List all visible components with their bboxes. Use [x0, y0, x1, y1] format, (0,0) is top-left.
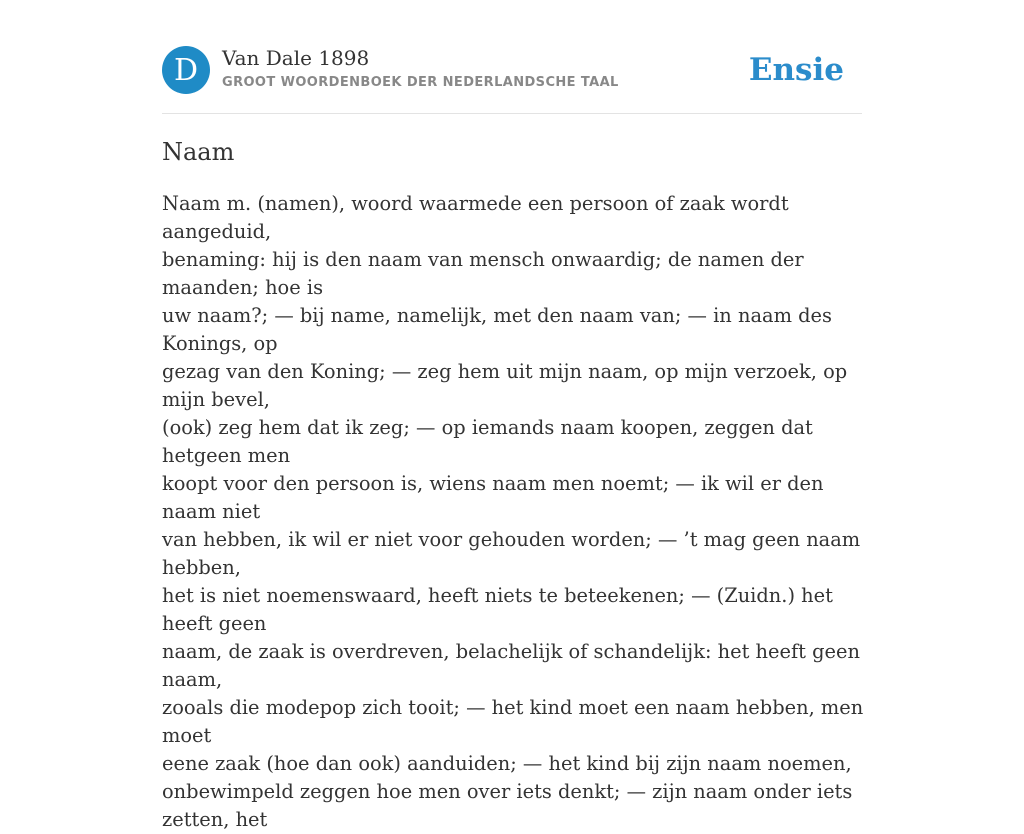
definition-line: gezag van den Koning; — zeg hem uit mijn naam, op mijn verzoek, op mijn bevel,	[162, 360, 848, 411]
definition-line: van hebben, ik wil er niet voor gehouden worden; — ’t mag geen naam hebben,	[162, 528, 861, 579]
definition-line: naam, de zaak is overdreven, belachelijk of schandelijk: het heeft geen naam,	[162, 640, 860, 691]
definition-line: (ook) zeg hem dat ik zeg; — op iemands naam koopen, zeggen dat hetgeen men	[162, 416, 813, 467]
source-avatar[interactable]: D	[162, 46, 210, 94]
entry-definition	[162, 190, 866, 834]
source-header	[162, 46, 862, 96]
definition-line: Naam m. (namen), woord waarmede een persoon of zaak wordt aangeduid,	[162, 192, 789, 243]
definition-line: uw naam?; — bij name, namelijk, met den naam van; — in naam des Konings, op	[162, 304, 832, 355]
definition-line: koopt voor den persoon is, wiens naam men noemt; — ik wil er den naam niet	[162, 472, 824, 523]
definition-line: benaming: hij is den naam van mensch onwaardig; de namen der maanden; hoe is	[162, 248, 804, 299]
brand-logo[interactable]: Ensie	[748, 52, 844, 88]
header-divider	[162, 113, 862, 114]
entry-headword: Naam	[162, 138, 235, 166]
definition-line: zooals die modepop zich tooit; — het kind moet een naam hebben, men moet	[162, 696, 864, 747]
definition-line: eene zaak (hoe dan ook) aanduiden; — het kind bij zijn naam noemen,	[162, 752, 852, 775]
definition-line: het is niet noemenswaard, heeft niets te beteekenen; — (Zuidn.) het heeft geen	[162, 584, 833, 635]
source-title[interactable]: Van Dale 1898	[222, 46, 370, 70]
source-subtitle: GROOT WOORDENBOEK DER NEDERLANDSCHE TAAL	[222, 75, 619, 90]
definition-line: onbewimpeld zeggen hoe men over iets denkt; — zijn naam onder iets zetten, het	[162, 780, 853, 831]
